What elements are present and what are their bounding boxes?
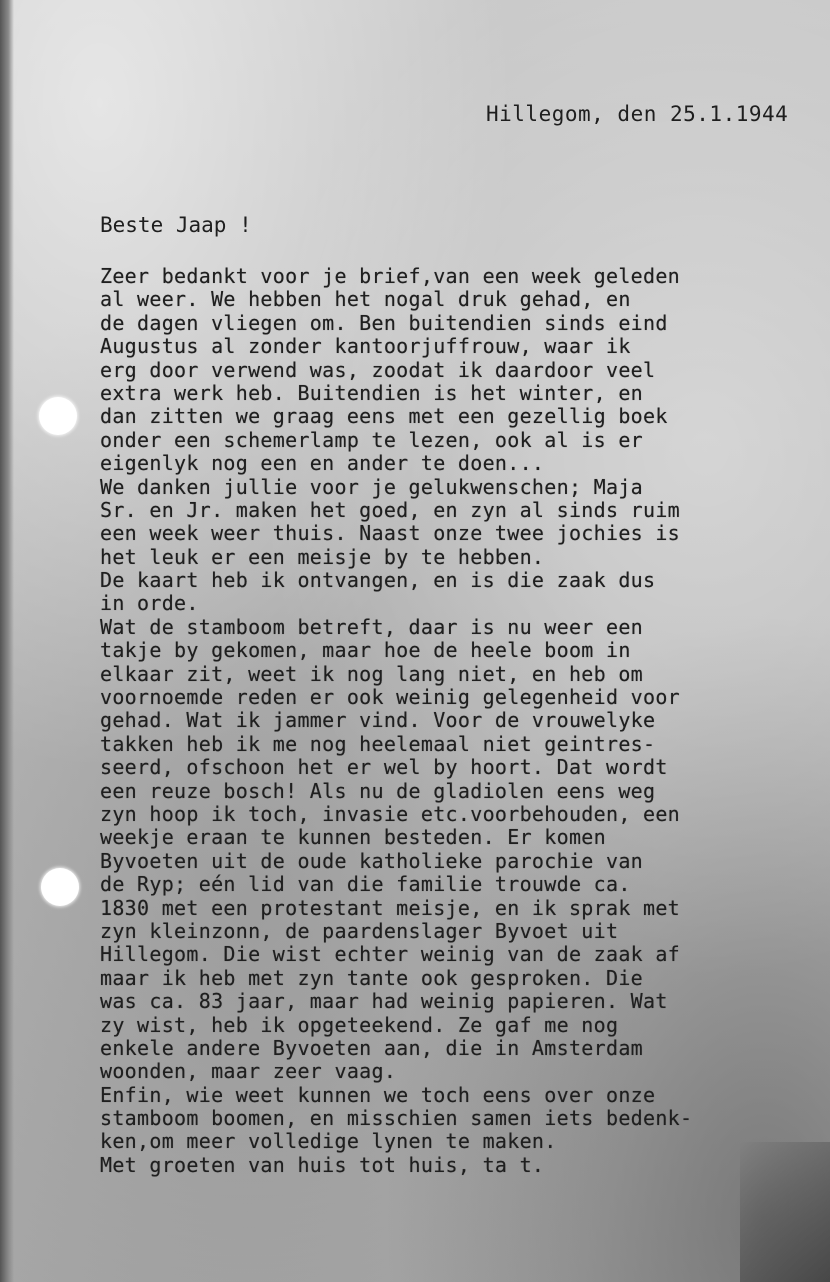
letter-line: Wat de stamboom betreft, daar is nu weer een [100,614,644,639]
letter-line: takken heb ik me nog heelemaal niet geintres- [100,731,656,756]
letter-line: in orde. [100,591,199,616]
letter-line: erg door verwend was, zoodat ik daardoor veel [100,357,656,382]
letter-line: een reuze bosch! Als nu de gladiolen eens weg [100,778,656,803]
punch-hole-top [39,397,77,435]
letter-line: de dagen vliegen om. Ben buitendien sinds eind [100,310,668,335]
letter-line: onder een schemerlamp te lezen, ook al is er [100,427,644,452]
letter-line: al weer. We hebben het nogal druk gehad, en [100,287,631,312]
letter-line: dan zitten we graag eens met een gezellig boek [100,404,668,429]
letter-line: Enfin, wie weet kunnen we toch eens over onze [100,1082,656,1107]
letter-line: seerd, ofschoon het er wel by hoort. Dat wordt [100,755,668,780]
letter-line: elkaar zit, weet ik nog lang niet, en heb om [100,661,644,686]
letter-line: een week weer thuis. Naast onze twee jochies is [100,521,681,546]
letter-date: Hillegom, den 25.1.1944 [486,102,789,126]
letter-body [100,265,830,1177]
letter-line: ken,om meer volledige lynen te maken. [100,1129,557,1154]
letter-line: We danken jullie voor je gelukwenschen; Maja [100,474,644,499]
letter-line: het leuk er een meisje by te hebben. [100,544,545,569]
letter-line: 1830 met een protestant meisje, en ik sprak met [100,895,681,920]
letter-line: maar ik heb met zyn tante ook gesproken. Die [100,965,644,990]
letter-line: zyn hoop ik toch, invasie etc.voorbehouden, een [100,801,681,826]
letter-salutation: Beste Jaap ! [100,213,252,237]
letter-line: enkele andere Byvoeten aan, die in Amsterdam [100,1035,644,1060]
letter-line: De kaart heb ik ontvangen, en is die zaak dus [100,568,656,593]
letter-line: Augustus al zonder kantoorjuffrouw, waar ik [100,334,631,359]
letter-line: Sr. en Jr. maken het goed, en zyn al sinds ruim [100,497,681,522]
letter-line: voornoemde reden er ook weinig gelegenheid voor [100,685,681,710]
letter-line: de Ryp; eén lid van die familie trouwde ca. [100,872,631,897]
letter-line: Met groeten van huis tot huis, ta t. [100,1152,545,1177]
letter-line: extra werk heb. Buitendien is het winter, en [100,380,644,405]
letter-line: Byvoeten uit de oude katholieke parochie van [100,848,644,873]
letter-line: Hillegom. Die wist echter weinig van de zaak af [100,942,681,967]
letter-line: gehad. Wat ik jammer vind. Voor de vrouwelyke [100,708,656,733]
letter-line: Zeer bedankt voor je brief,van een week geleden [100,264,681,288]
letter-line: stamboom boomen, en misschien samen iets bedenk- [100,1106,693,1131]
letter-line: zyn kleinzonn, de paardenslager Byvoet uit [100,918,619,943]
punch-hole-bottom [41,868,79,906]
letter-line: zy wist, heb ik opgeteekend. Ze gaf me nog [100,1012,619,1037]
letter-line: weekje eraan te kunnen besteden. Er komen [100,825,606,850]
letter-line: was ca. 83 jaar, maar had weinig papieren. Wat [100,989,668,1014]
letter-line: woonden, maar zeer vaag. [100,1059,397,1084]
letter-line: eigenlyk nog een en ander te doen... [100,451,545,476]
letter-line: takje by gekomen, maar hoe de heele boom in [100,638,631,663]
paper-left-edge [0,0,14,1282]
